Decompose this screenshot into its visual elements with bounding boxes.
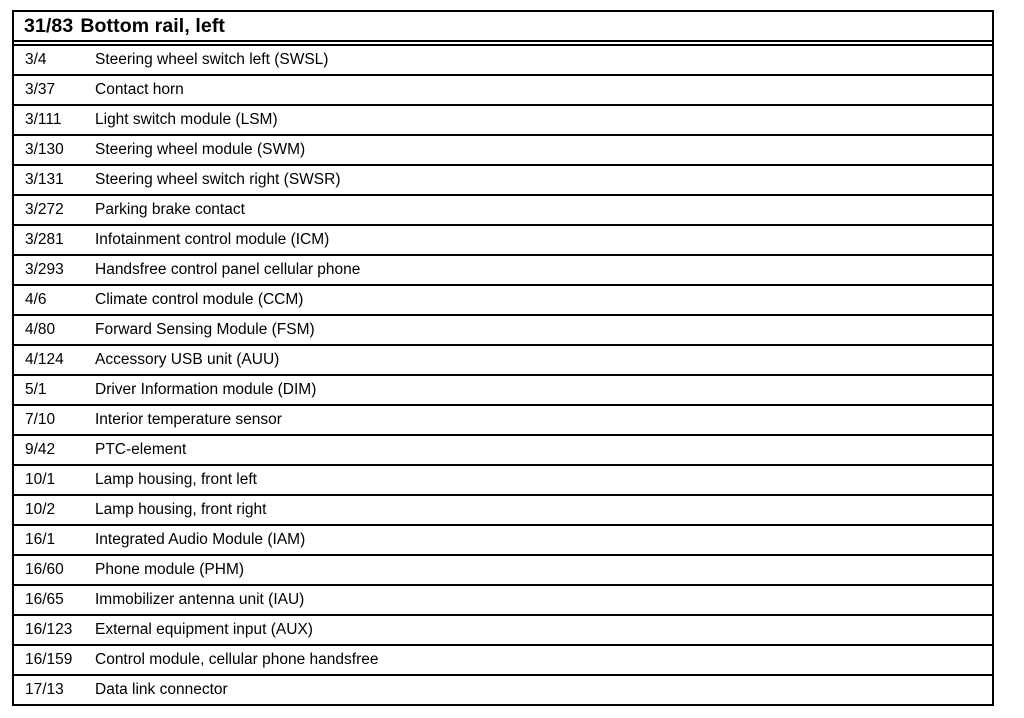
component-table <box>12 10 994 706</box>
title-text: Bottom rail, left <box>80 14 226 37</box>
component-code: 3/111 <box>25 111 62 128</box>
table-body <box>14 46 992 706</box>
component-description: Steering wheel module (SWM) <box>95 141 306 158</box>
table-row <box>14 646 992 676</box>
component-code: 3/131 <box>25 171 64 188</box>
component-code: 4/80 <box>25 321 56 338</box>
component-description: Parking brake contact <box>95 201 245 218</box>
component-description: PTC-element <box>95 441 187 458</box>
component-description: External equipment input (AUX) <box>95 621 313 638</box>
table-row <box>14 616 992 646</box>
component-code: 10/1 <box>25 471 56 488</box>
component-description: Steering wheel switch right (SWSR) <box>95 171 341 188</box>
component-description: Phone module (PHM) <box>95 561 245 578</box>
table-row <box>14 496 992 526</box>
component-description: Steering wheel switch left (SWSL) <box>95 51 329 68</box>
component-code: 4/6 <box>25 291 47 308</box>
table-row <box>14 556 992 586</box>
component-code: 3/4 <box>25 51 47 68</box>
component-code: 9/42 <box>25 441 56 458</box>
component-description: Light switch module (LSM) <box>95 111 278 128</box>
component-description: Lamp housing, front left <box>95 471 257 488</box>
component-code: 10/2 <box>25 501 56 518</box>
component-description: Lamp housing, front right <box>95 501 267 518</box>
component-code: 4/124 <box>25 351 64 368</box>
component-description: Data link connector <box>95 681 228 698</box>
table-row <box>14 436 992 466</box>
table-row <box>14 676 992 706</box>
title-code: 31/83 <box>24 14 74 37</box>
component-description: Handsfree control panel cellular phone <box>95 261 361 278</box>
table-row <box>14 226 992 256</box>
table-row <box>14 406 992 436</box>
table-row <box>14 346 992 376</box>
component-code: 3/37 <box>25 81 56 98</box>
component-code: 3/272 <box>25 201 64 218</box>
table-row <box>14 256 992 286</box>
component-description: Forward Sensing Module (FSM) <box>95 321 315 338</box>
component-code: 3/293 <box>25 261 64 278</box>
component-description: Infotainment control module (ICM) <box>95 231 330 248</box>
table-row <box>14 586 992 616</box>
component-code: 16/1 <box>25 531 56 548</box>
table-row <box>14 166 992 196</box>
component-code: 16/65 <box>25 591 64 608</box>
component-description: Integrated Audio Module (IAM) <box>95 531 306 548</box>
component-description: Driver Information module (DIM) <box>95 381 317 398</box>
table-row <box>14 376 992 406</box>
component-description: Climate control module (CCM) <box>95 291 304 308</box>
table-row <box>14 466 992 496</box>
table-row <box>14 526 992 556</box>
component-description: Immobilizer antenna unit (IAU) <box>95 591 305 608</box>
component-code: 3/130 <box>25 141 64 158</box>
table-row <box>14 196 992 226</box>
table-row <box>14 76 992 106</box>
component-code: 16/123 <box>25 621 73 638</box>
table-row <box>14 46 992 76</box>
component-code: 16/159 <box>25 651 73 668</box>
component-code: 3/281 <box>25 231 64 248</box>
component-description: Accessory USB unit (AUU) <box>95 351 280 368</box>
table-title <box>14 12 992 42</box>
component-code: 16/60 <box>25 561 64 578</box>
component-description: Interior temperature sensor <box>95 411 282 428</box>
component-code: 17/13 <box>25 681 64 698</box>
table-row <box>14 286 992 316</box>
table-row <box>14 316 992 346</box>
table-row <box>14 136 992 166</box>
component-code: 5/1 <box>25 381 47 398</box>
component-code: 7/10 <box>25 411 56 428</box>
component-description: Control module, cellular phone handsfree <box>95 651 379 668</box>
table-row <box>14 106 992 136</box>
component-description: Contact horn <box>95 81 184 98</box>
